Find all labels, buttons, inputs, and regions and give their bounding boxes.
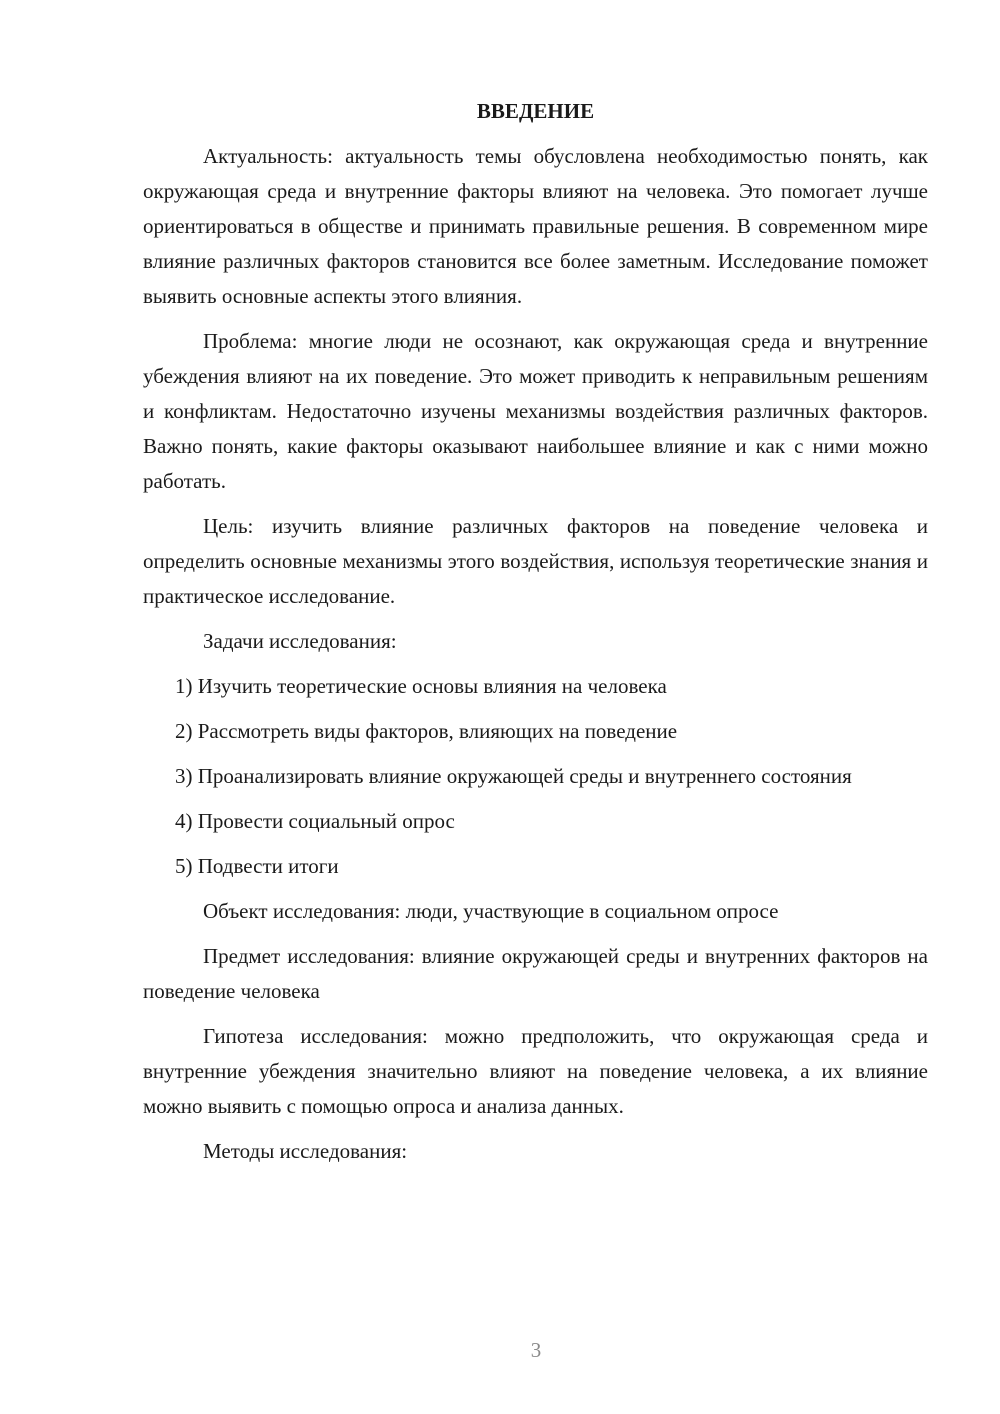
- task-item: 4) Провести социальный опрос: [175, 809, 455, 833]
- goal-paragraph: Цель: изучить влияние различных факторов на поведение человека и определить основные механизмы этого воздействия, используя теоретические знания и практическое исследование.: [143, 514, 928, 608]
- task-item: 5) Подвести итоги: [175, 854, 339, 878]
- problem-paragraph: Проблема: многие люди не осознают, как окружающая среда и внутренние убеждения влияют на их поведение. Это может приводить к неправильным решениям и конфликтам. Недостаточно изучены механизмы воздействия различных факторов. Важно понять, какие факторы оказывают наибольшее влияние и как с ними можно работать.: [143, 329, 928, 493]
- task-item: 1) Изучить теоретические основы влияния на человека: [175, 674, 667, 698]
- object-paragraph: Объект исследования: люди, участвующие в социальном опросе: [203, 899, 779, 923]
- tasks-heading: Задачи исследования:: [203, 629, 397, 653]
- section-title: ВВЕДЕНИЕ: [476, 99, 595, 123]
- subject-paragraph: Предмет исследования: влияние окружающей среды и внутренних факторов на поведение человека: [143, 944, 928, 1003]
- hypothesis-paragraph: Гипотеза исследования: можно предположить, что окружающая среда и внутренние убеждения значительно влияют на поведение человека, а их влияние можно выявить с помощью опроса и анализа данных.: [143, 1024, 928, 1118]
- page-content: [143, 94, 928, 1179]
- task-item: 3) Проанализировать влияние окружающей среды и внутреннего состояния: [175, 764, 852, 788]
- page-number: 3: [530, 1338, 542, 1362]
- methods-heading: Методы исследования:: [203, 1139, 408, 1163]
- relevance-paragraph: Актуальность: актуальность темы обусловлена необходимостью понять, как окружающая среда и внутренние факторы влияют на человека. Это помогает лучше ориентироваться в обществе и принимать правильные решения. В современном мире влияние различных факторов становится все более заметным. Исследование поможет выявить основные аспекты этого влияния.: [143, 144, 928, 308]
- task-item: 2) Рассмотреть виды факторов, влияющих на поведение: [175, 719, 678, 743]
